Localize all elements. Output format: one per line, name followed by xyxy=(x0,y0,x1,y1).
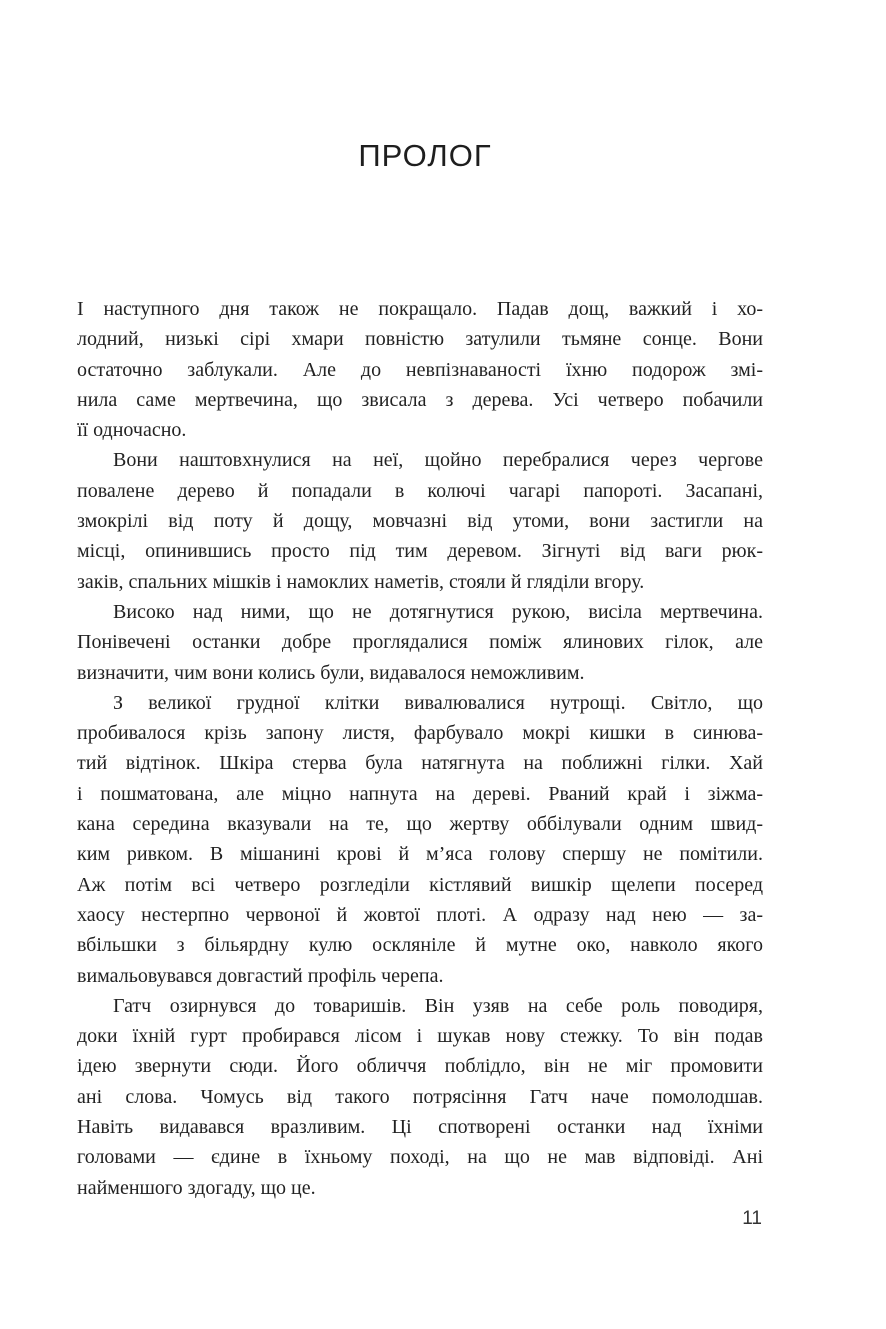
text-line: пробивалося крізь запону листя, фарбувало мокрі кишки в синюва- xyxy=(77,722,763,745)
text-line: ким ривком. В мішанині крові й м’яса голову спершу не помітили. xyxy=(77,843,763,866)
text-line: Гатч озирнувся до товаришів. Він узяв на себе роль поводиря, xyxy=(113,994,763,1017)
text-line: І наступного дня також не покращало. Падав дощ, важкий і хо- xyxy=(77,298,763,320)
text-line: місці, опинившись просто під тим деревом. Зігнуті від ваги рюк- xyxy=(77,540,763,563)
text-line: Високо над ними, що не дотягнутися рукою, висіла мертвечина. xyxy=(113,600,763,623)
page-number: 11 xyxy=(742,1208,762,1229)
text-line: вимальовувався довгастий профіль черепа. xyxy=(77,964,444,987)
text-line: найменшого здогаду, що це. xyxy=(77,1176,316,1199)
text-line: остаточно заблукали. Але до невпізнаваності їхню подорож змі- xyxy=(77,358,763,381)
text-line: Вони наштовхнулися на неї, щойно перебралися через чергове xyxy=(113,449,763,472)
text-line: повалене дерево й попадали в колючі чагарі папороті. Засапані, xyxy=(77,479,763,502)
text-line: вбільшки з більярдну кулю осклянілe й мутне око, навколо якого xyxy=(77,934,763,957)
chapter-title: ПРОЛОГ xyxy=(358,138,492,173)
text-line: нила саме мертвечина, що звисала з дерева. Усі четверо побачили xyxy=(77,388,763,411)
text-line: її одночасно. xyxy=(77,419,187,442)
text-line: кана середина вказували на те, що жертву оббілували одним швид- xyxy=(77,813,763,836)
text-line: змокрілі від поту й дощу, мовчазні від утоми, вони застигли на xyxy=(77,510,763,533)
text-line: хаосу нестерпно червоної й жовтої плоті. А одразу над нею — за- xyxy=(77,903,763,926)
text-line: ані слова. Чомусь від такого потрясіння Гатч наче помолодшав. xyxy=(77,1085,763,1108)
text-line: доки їхній гурт пробирався лісом і шукав нову стежку. То він подав xyxy=(77,1025,763,1048)
text-line: З великої грудної клітки вивалювалися нутрощі. Світло, що xyxy=(113,691,763,714)
text-line: лодний, низькі сірі хмари повністю затулили тьмяне сонце. Вони xyxy=(77,328,763,351)
text-line: головами — єдине в їхньому поході, на що не мав відповіді. Ані xyxy=(77,1146,763,1169)
text-line: Понівечені останки добре проглядалися поміж ялинових гілок, але xyxy=(77,631,763,654)
text-line: і пошматована, але міцно напнута на дереві. Рваний край і зіжма- xyxy=(77,782,763,805)
text-line: заків, спальних мішків і намоклих наметів, стояли й гляділи вгору. xyxy=(77,570,645,593)
text-line: тий відтінок. Шкіра стерва була натягнута на поближні гілки. Хай xyxy=(77,752,763,775)
text-line: визначити, чим вони колись були, видавалося неможливим. xyxy=(77,661,585,684)
text-line: ідею звернути сюди. Його обличчя поблідло, він не міг промовити xyxy=(77,1055,763,1078)
text-line: Навіть видавався вразливим. Ці спотворені останки над їхніми xyxy=(77,1116,763,1139)
body-text xyxy=(77,294,763,1203)
text-line: Аж потім всі четверо розгледіли кістлявий вишкір щелепи посеред xyxy=(77,873,763,896)
